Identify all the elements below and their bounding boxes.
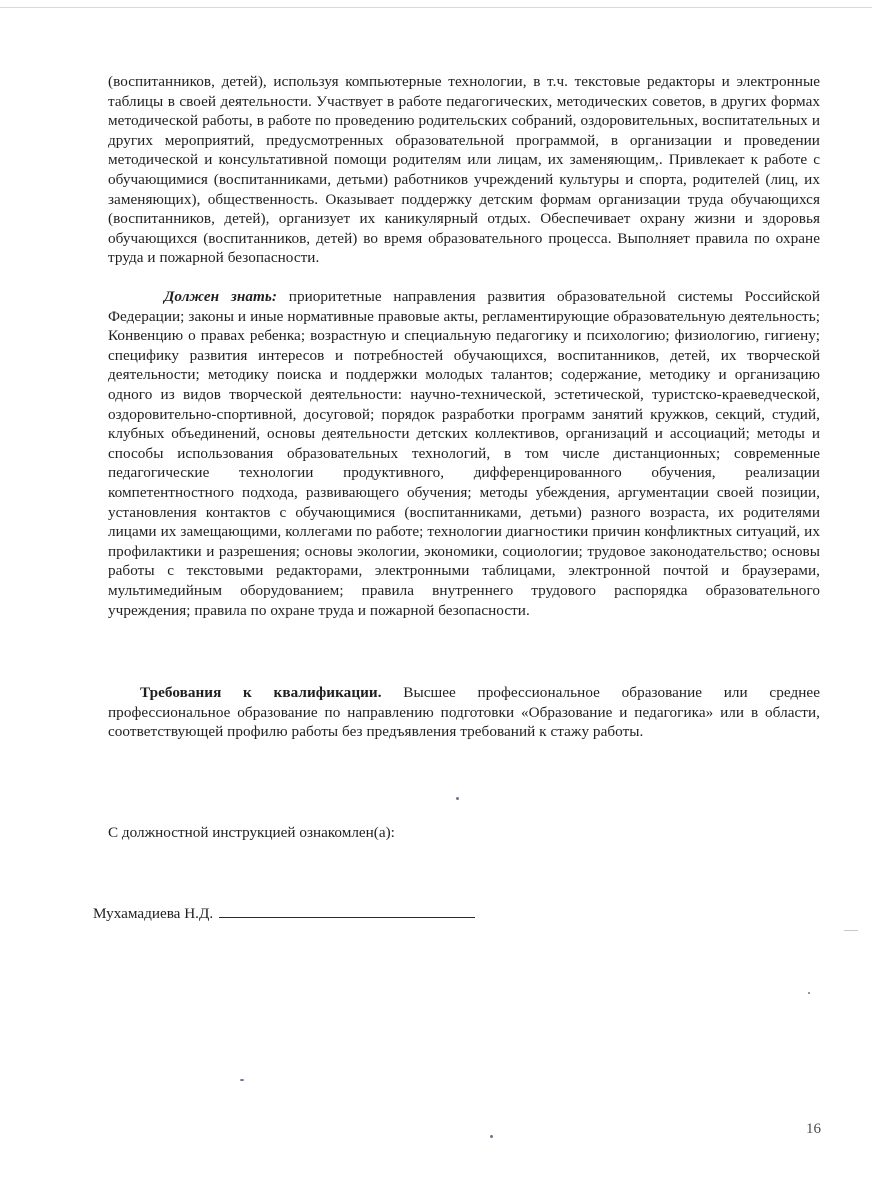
signature-row — [93, 903, 475, 924]
scan-speck — [240, 1079, 244, 1081]
qualification-text: Высшее профессиональное образование или среднее профессиональное образование по направлению подготовки «Образование и педагогика» или в области, соответствующей профилю работы без предъявления требований к стажу работы. — [108, 684, 820, 741]
paragraph-duties-text: (воспитанников, детей), используя компьютерные технологии, в т.ч. текстовые редакторы и электронные таблицы в своей деятельности. Участвует в работе педагогических, методических советов, в других формах методической работы, в работе по проведению родительских собраний, оздоровительных, воспитательных и других мероприятий, предусмотренных образовательной программой, в организации и проведении методической и консультативной помощи родителям или лицам, их заменяющим,. Привлекает к работе с обучающимися (воспитанниками, детьми) работников учреждений культуры и спорта, родителей (лиц, их заменяющих), общественность. Оказывает поддержку детским формам организации труда обучающихся (воспитанников, детей), организует их каникулярный отдых. Обеспечивает охрану жизни и здоровья обучающихся (воспитанников, детей) во время образовательного процесса. Выполняет правила по охране труда и пожарной безопасности. — [108, 73, 820, 267]
page-number: 16 — [806, 1121, 821, 1137]
signatory-name: Мухамадиева Н.Д. — [93, 905, 214, 922]
scan-edge-line — [0, 7, 872, 8]
signature-blank-line — [219, 903, 475, 918]
must-know-heading: Должен знать: — [164, 288, 277, 305]
must-know-text: приоритетные направления развития образовательной системы Российской Федерации; законы и иные нормативные правовые акты, регламентирующие образовательную деятельность; Конвенцию о правах ребенка; возрастную и специальную педагогику и психологию; физиологию, гигиену; специфику развития интересов и потребностей обучающихся, воспитанников, детей, их творческой деятельности; методику поиска и поддержки молодых талантов; содержание, методику и организацию одного из видов творческой деятельности: научно-технической, эстетической, туристско-краеведческой, оздоровительно-спортивной, досуговой; порядок разработки программ занятий кружков, секций, студий, клубных объединений, основы деятельности детских коллективов, организаций и ассоциаций; методы и способы использования образовательных технологий, в том числе дистанционных; современные педагогические технологии продуктивного, дифференцированного обучения, реализации компетентностного подхода, развивающего обучения; методы убеждения, аргументации своей позиции, установления контактов с обучающимися (воспитанниками, детьми) разного возраста, их родителями лицами их замещающими, коллегами по работе; технологии диагностики причин конфликтных ситуаций, их профилактики и разрешения; основы экологии, экономики, социологии; трудовое законодательство; основы работы с текстовыми редакторами, электронными таблицами, электронной почтой и браузерами, мультимедийным оборудованием; правила внутреннего трудового распорядка образовательного учреждения; правила по охране труда и пожарной безопасности. — [108, 288, 820, 619]
scan-speck — [808, 992, 810, 994]
paragraph-must-know — [108, 287, 820, 620]
scan-speck — [456, 797, 459, 800]
paragraph-qualification-requirements — [108, 683, 820, 742]
qualification-heading: Требования к квалификации. — [140, 684, 382, 701]
paragraph-duties-continued — [108, 72, 820, 268]
scan-edge-mark — [844, 930, 858, 937]
scan-speck — [490, 1135, 493, 1138]
acknowledgement-line: С должностной инструкцией ознакомлен(а): — [108, 824, 395, 841]
